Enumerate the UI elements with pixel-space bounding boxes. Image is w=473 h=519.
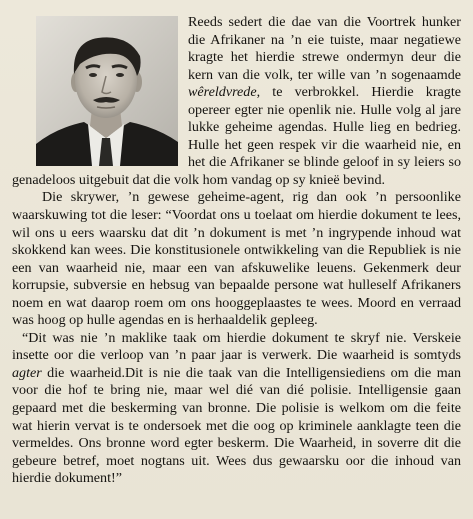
quote-text-b: die waarheid.Dit is nie die taak van die Intelligensiediens om die man voor die hof te bring nie, maar wel dié van dié polisie. Intelligensie gaan gepaard met die beskerming van bronne. Die polisie is welkom om die feite wat hierin vervat is te ondersoek met die oog op kriminele aanklagte teen die vermeldes. Ons bronne word egter beskerm. Die Waarheid, in soverre dit die gebeure betref, moet nogtans uit. Wees dus gewaarsku oor die inhoud van hierdie dokument!”	[12, 364, 461, 487]
warning-paragraph: Die skrywer, ’n gewese geheime-agent, rig dan ook ’n persoonlike waarskuwing tot die leser: “Voordat ons u toelaat om hierdie dokument te lees, wil ons u eers waarsku dat dit ’n dokument is met ’n ingrypende inhoud wat skokkend kan wees. Die konstitusionele ontwikkeling van die Republiek is nie een van waarheid nie, maar een van afskuwelike leuens. Gekenmerk deur korrupsie, subversie en hebsug van bepaalde persone wat hulleself Afrikaners noem en wat daarop roem om ons hooggeplaastes te wees. Moord en verraad was hoog op hulle agendas en is herhaaldelik gepleeg.	[12, 189, 461, 329]
intro-text-a: Reeds sedert die dae van die Voortrek hunker die Afrikaner na ’n eie tuiste, maar negatiewe kragte het hierdie strewe ondermyn deur die kern van die volk, ter wille van ’n sogenaamde	[188, 14, 461, 83]
intro-italic-word: wêreldvrede	[188, 84, 257, 101]
intro-text-b: , te verbrokkel. Hierdie kragte opereer egter nie openlik nie. Hulle volg al jare lukke geheime agendas. Hulle lieg en bedrieg. Hulle het geen respek vir die waarheid nie, en het die Afrikaner se blinde geloof in sy leiers so genadeloos uitgebuit dat die volk hom vandag op sy knieë bevind.	[12, 84, 461, 188]
quote-paragraph	[12, 330, 461, 488]
blurb-text	[12, 14, 461, 488]
quote-italic-word: agter	[12, 364, 42, 381]
quote-text-a: “Dit was nie ’n maklike taak om hierdie dokument te skryf nie. Verskeie insette oor die verloop van ’n paar jaar is verwerk. Die waarheid is somtyds	[12, 329, 461, 364]
author-portrait	[36, 16, 178, 166]
